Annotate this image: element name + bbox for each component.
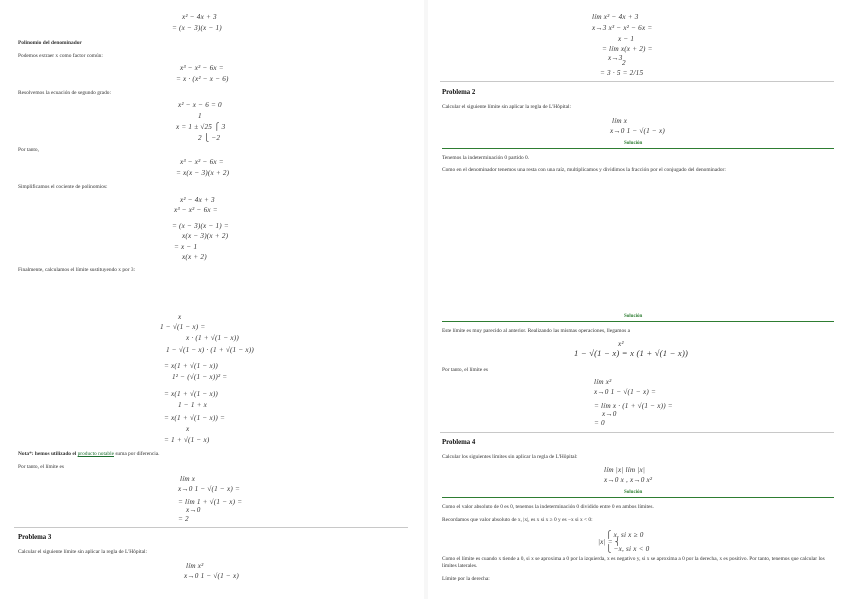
eq-limit-3: = lím x · (1 + √(1 − x)) =	[594, 402, 673, 410]
divider	[14, 527, 408, 528]
eq-conj-11: = 1 + √(1 − x)	[164, 436, 210, 444]
text-right-limit: Límite por la derecha:	[442, 576, 490, 582]
eq-conj-4: 1 − √(1 − x) · (1 + √(1 − x))	[166, 346, 254, 354]
text-finally: Finalmente, calculamos el límite sustituyendo x por 3:	[18, 267, 136, 273]
eq-limit-5: = 2	[178, 515, 189, 523]
eq-top-2: x→3 x³ − x² − 6x =	[592, 24, 653, 32]
note-notable-product	[18, 451, 160, 457]
eq-limit-1: lím x	[180, 475, 196, 483]
eq-conj-3: x · (1 + √(1 − x))	[186, 334, 239, 342]
eq-problem-3-2: x→0 1 − √(1 − x)	[184, 572, 239, 580]
text-extract-factor: Podemos extraer x como factor común:	[18, 53, 103, 59]
eq-abs-2: |x| = ⎨	[598, 538, 621, 546]
text-conjugate: Como en el denominador tenemos una resta con una raíz, multiplicamos y dividimos la fracción por el conjugado del denominador:	[442, 167, 726, 173]
eq-limit-4: x→0	[602, 410, 617, 418]
right-column	[428, 0, 848, 599]
link-notable-product[interactable]: producto notable	[77, 451, 114, 457]
eq-factor-line1: x³ − x² − 6x =	[180, 64, 224, 72]
solution-rule	[442, 148, 834, 149]
eq-problem-2-1: lím x	[612, 117, 628, 125]
eq-conj-6: 1² − (√(1 − x))² =	[172, 373, 228, 381]
eq-simplify-3: = (x − 3)(x − 1) =	[172, 222, 229, 230]
text-recall-abs: Recordamos que valor absoluto de x, |x|, es x si x ≥ 0 y es −x si x < 0:	[442, 517, 593, 523]
eq-factor-line2: = x · (x² − x − 6)	[176, 75, 229, 83]
solution-label: Solución	[624, 141, 643, 146]
eq-simplify-5: = x − 1	[174, 243, 198, 251]
eq-therefore-line1: x³ − x² − 6x =	[180, 158, 224, 166]
eq-problem-2-2: x→0 1 − √(1 − x)	[610, 127, 665, 135]
divider	[440, 81, 834, 82]
note-prefix: Nota*: hemos utilizado el	[18, 451, 78, 457]
eq-similar-1: x²	[618, 340, 624, 348]
eq-limit-1: lím x²	[594, 378, 612, 386]
text-limit-is: Por tanto, el límite es	[442, 367, 488, 373]
eq-problem-4-2: x→0 x , x→0 x²	[604, 476, 653, 484]
eq-therefore-line2: = x(x − 3)(x + 2)	[176, 169, 230, 177]
eq-numerator-factored: x² − 4x + 3	[182, 13, 217, 21]
note-suffix: suma por diferencia.	[113, 451, 160, 457]
eq-problem-3-1: lím x²	[186, 562, 204, 570]
eq-limit-5: = 0	[594, 419, 605, 427]
text-therefore: Por tanto,	[18, 147, 39, 153]
eq-abs-1: ⎧ x, si x ≥ 0	[606, 531, 644, 539]
solution-rule	[442, 497, 834, 498]
eq-conj-1: x	[178, 313, 182, 321]
eq-top-3: x − 1	[618, 35, 635, 43]
solution-label: Solución	[624, 314, 643, 319]
eq-similar-2: 1 − √(1 − x) = x (1 + √(1 − x))	[574, 348, 689, 358]
text-simplify: Simplificamos el cociente de polinomios:	[18, 184, 108, 190]
eq-top-6: 2	[622, 59, 626, 67]
eq-conj-9: = x(1 + √(1 − x)) =	[164, 414, 226, 422]
text-problem-4: Calcular los siguientes límites sin aplicar la regla de L'Hôpital:	[442, 454, 578, 460]
eq-conj-10: x	[186, 425, 190, 433]
text-absolute-zero: Como el valor absoluto de 0 es 0, tenemos la indeterminación 0 dividido entre 0 en ambos límites.	[442, 504, 654, 510]
eq-limit-2: x→0 1 − √(1 − x) =	[594, 388, 657, 396]
eq-conj-8: 1 − 1 + x	[178, 401, 208, 409]
eq-quadratic: x² − x − 6 = 0	[178, 101, 222, 109]
eq-top-4: = lím x(x + 2) =	[602, 45, 653, 53]
eq-problem-4-1: lím |x| lím |x|	[604, 466, 646, 474]
eq-limit-2: x→0 1 − √(1 − x) =	[178, 485, 241, 493]
eq-conj-7: = x(1 + √(1 − x))	[164, 390, 219, 398]
eq-quadratic-den: 2 ⎩ −2	[198, 134, 221, 142]
eq-quadratic-roots: x = 1 ± √25 ⎧ 3	[176, 123, 226, 131]
heading-problem-4: Problema 4	[442, 439, 476, 446]
text-one-sided: Como el límite es cuando x tiende a 0, si x se aproxima a 0 por la izquierda, x es negativo y, si x se aproxima a 0 por la derecha, x es positivo. Por tanto, tenemos que calcular los límites laterales.	[442, 556, 825, 569]
eq-quadratic-num: 1	[198, 112, 202, 120]
eq-top-1: lím x² − 4x + 3	[592, 13, 639, 21]
text-limit-is: Por tanto, el límite es	[18, 464, 64, 470]
solution-label: Solución	[624, 490, 643, 495]
heading-problem-3: Problema 3	[18, 534, 52, 541]
eq-conj-5: = x(1 + √(1 − x))	[164, 362, 219, 370]
text-indeterminate: Tenemos la indeterminación 0 partido 0.	[442, 155, 530, 161]
eq-simplify-2: x³ − x² − 6x =	[174, 206, 218, 214]
eq-simplify-6: x(x + 2)	[182, 253, 207, 261]
eq-limit-4: x→0	[186, 506, 201, 514]
heading-problem-2: Problema 2	[442, 89, 476, 96]
eq-top-5: x→3	[608, 54, 623, 62]
divider	[440, 432, 834, 433]
text-problem-3: Calcular el siguiente límite sin aplicar la regla de L'Hôpital:	[18, 549, 147, 555]
eq-simplify-4: x(x − 3)(x + 2)	[182, 232, 229, 240]
eq-simplify-1: x² − 4x + 3	[180, 196, 215, 204]
text-problem-2: Calcular el siguiente límite sin aplicar la regla de L'Hôpital:	[442, 104, 571, 110]
solution-rule	[442, 321, 834, 322]
eq-abs-3: ⎩ −x, si x < 0	[606, 545, 650, 553]
eq-conj-2: 1 − √(1 − x) =	[160, 323, 206, 331]
text-similar: Este límite es muy parecido al anterior. Realizando las mismas operaciones, llegamos a	[442, 328, 631, 334]
eq-top-7: = 3 · 5 = 2/15	[600, 69, 644, 77]
eq-numerator-factored-result: = (x − 3)(x − 1)	[172, 24, 222, 32]
text-solve-quadratic: Resolvemos la ecuación de segundo grado:	[18, 90, 111, 96]
heading-denominator: Polinomio del denominador	[18, 40, 82, 46]
eq-limit-3: = lím 1 + √(1 − x) =	[178, 498, 243, 506]
